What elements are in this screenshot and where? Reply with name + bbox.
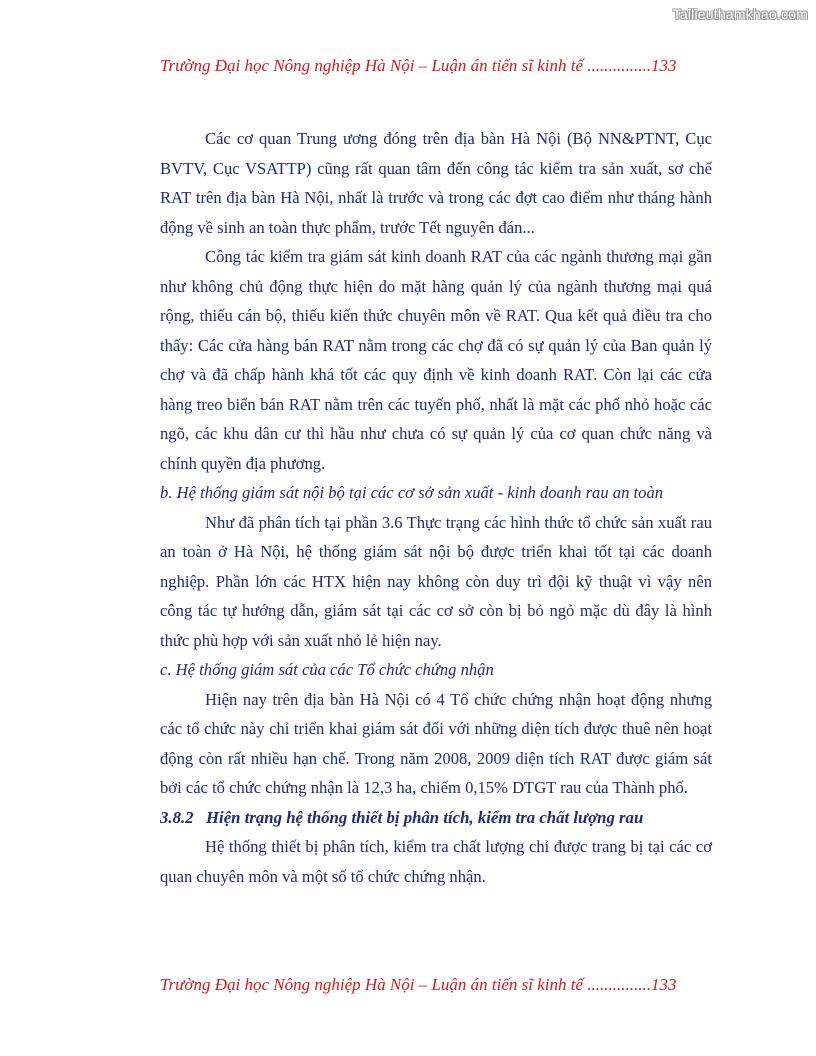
paragraph-internal-monitoring: Như đã phân tích tại phần 3.6 Thực trạng các hình thức tổ chức sản xuất rau an toàn ở Hà Nội, hệ thống giám sát nội bộ được triển khai tốt tại các doanh nghiệp. Phần lớn các HTX hiện nay không còn duy trì đội kỹ thuật vì vậy nên công tác tự hướng dẫn, giám sát tại các cơ sở còn bị bỏ ngỏ mặc dù đây là hình thức phù hợp với sản xuất nhỏ lẻ hiện nay. [160,512,712,650]
paragraph-analysis-equipment: Hệ thống thiết bị phân tích, kiểm tra chất lượng chỉ được trang bị tại các cơ quan chuyên môn và một số tổ chức chứng nhận. [160,837,712,886]
paragraph-trade-inspection: Công tác kiểm tra giám sát kinh doanh RAT của các ngành thương mại gần như không chủ động thực hiện do mặt hàng quản lý của ngành thương mại quá rộng, thiếu cán bộ, thiếu kiến thức chuyên môn về RAT. Qua kết quả điều tra cho thấy: Các cửa hàng bán RAT nằm trong các chợ đã có sự quản lý của Ban quản lý chợ và đã chấp hành khá tốt các quy định về kinh doanh RAT. Còn lại các cửa hàng treo biển bán RAT nằm trên các tuyến phố, nhất là mặt các phố nhỏ hoặc các ngõ, các khu dân cư thì hầu như chưa có sự quản lý của cơ quan chức năng và chính quyền địa phương. [160,247,712,473]
subheading-b-internal-monitoring: b. Hệ thống giám sát nội bộ tại các cơ sở sản xuất - kinh doanh rau an toàn [160,483,664,502]
subheading-c-certification-bodies: c. Hệ thống giám sát của các Tổ chức chứng nhận [160,660,494,679]
document-body [160,124,712,891]
paragraph-central-agencies: Các cơ quan Trung ương đóng trên địa bàn Hà Nội (Bộ NN&PTNT, Cục BVTV, Cục VSATTP) cũng rất quan tâm đến công tác kiểm tra sản xuất, sơ chế RAT trên địa bàn Hà Nội, nhất là trước và trong các đợt cao điểm như tháng hành động về sinh an toàn thực phẩm, trước Tết nguyên đán... [160,129,712,237]
section-title: Hiện trạng hệ thống thiết bị phân tích, kiểm tra chất lượng rau [206,807,644,827]
watermark-logo: Tailieuthamkhao.com [672,6,808,22]
running-footer: Trường Đại học Nông nghiệp Hà Nội – Luận án tiến sĩ kinh tế ...............133 [160,975,677,994]
section-heading-3-8-2 [160,803,712,833]
section-number: 3.8.2 [160,807,194,827]
paragraph-certification-bodies: Hiện nay trên địa bàn Hà Nội có 4 Tổ chức chứng nhận hoạt động nhưng các tổ chức này chỉ triển khai giám sát đối với những diện tích được thuê nên hoạt động còn rất nhiều hạn chế. Trong năm 2008, 2009 diện tích RAT được giám sát bởi các tổ chức chứng nhận là 12,3 ha, chiếm 0,15% DTGT rau của Thành phố. [160,689,712,797]
running-header: Trường Đại học Nông nghiệp Hà Nội – Luận án tiến sĩ kinh tế ...............133 [160,56,677,75]
